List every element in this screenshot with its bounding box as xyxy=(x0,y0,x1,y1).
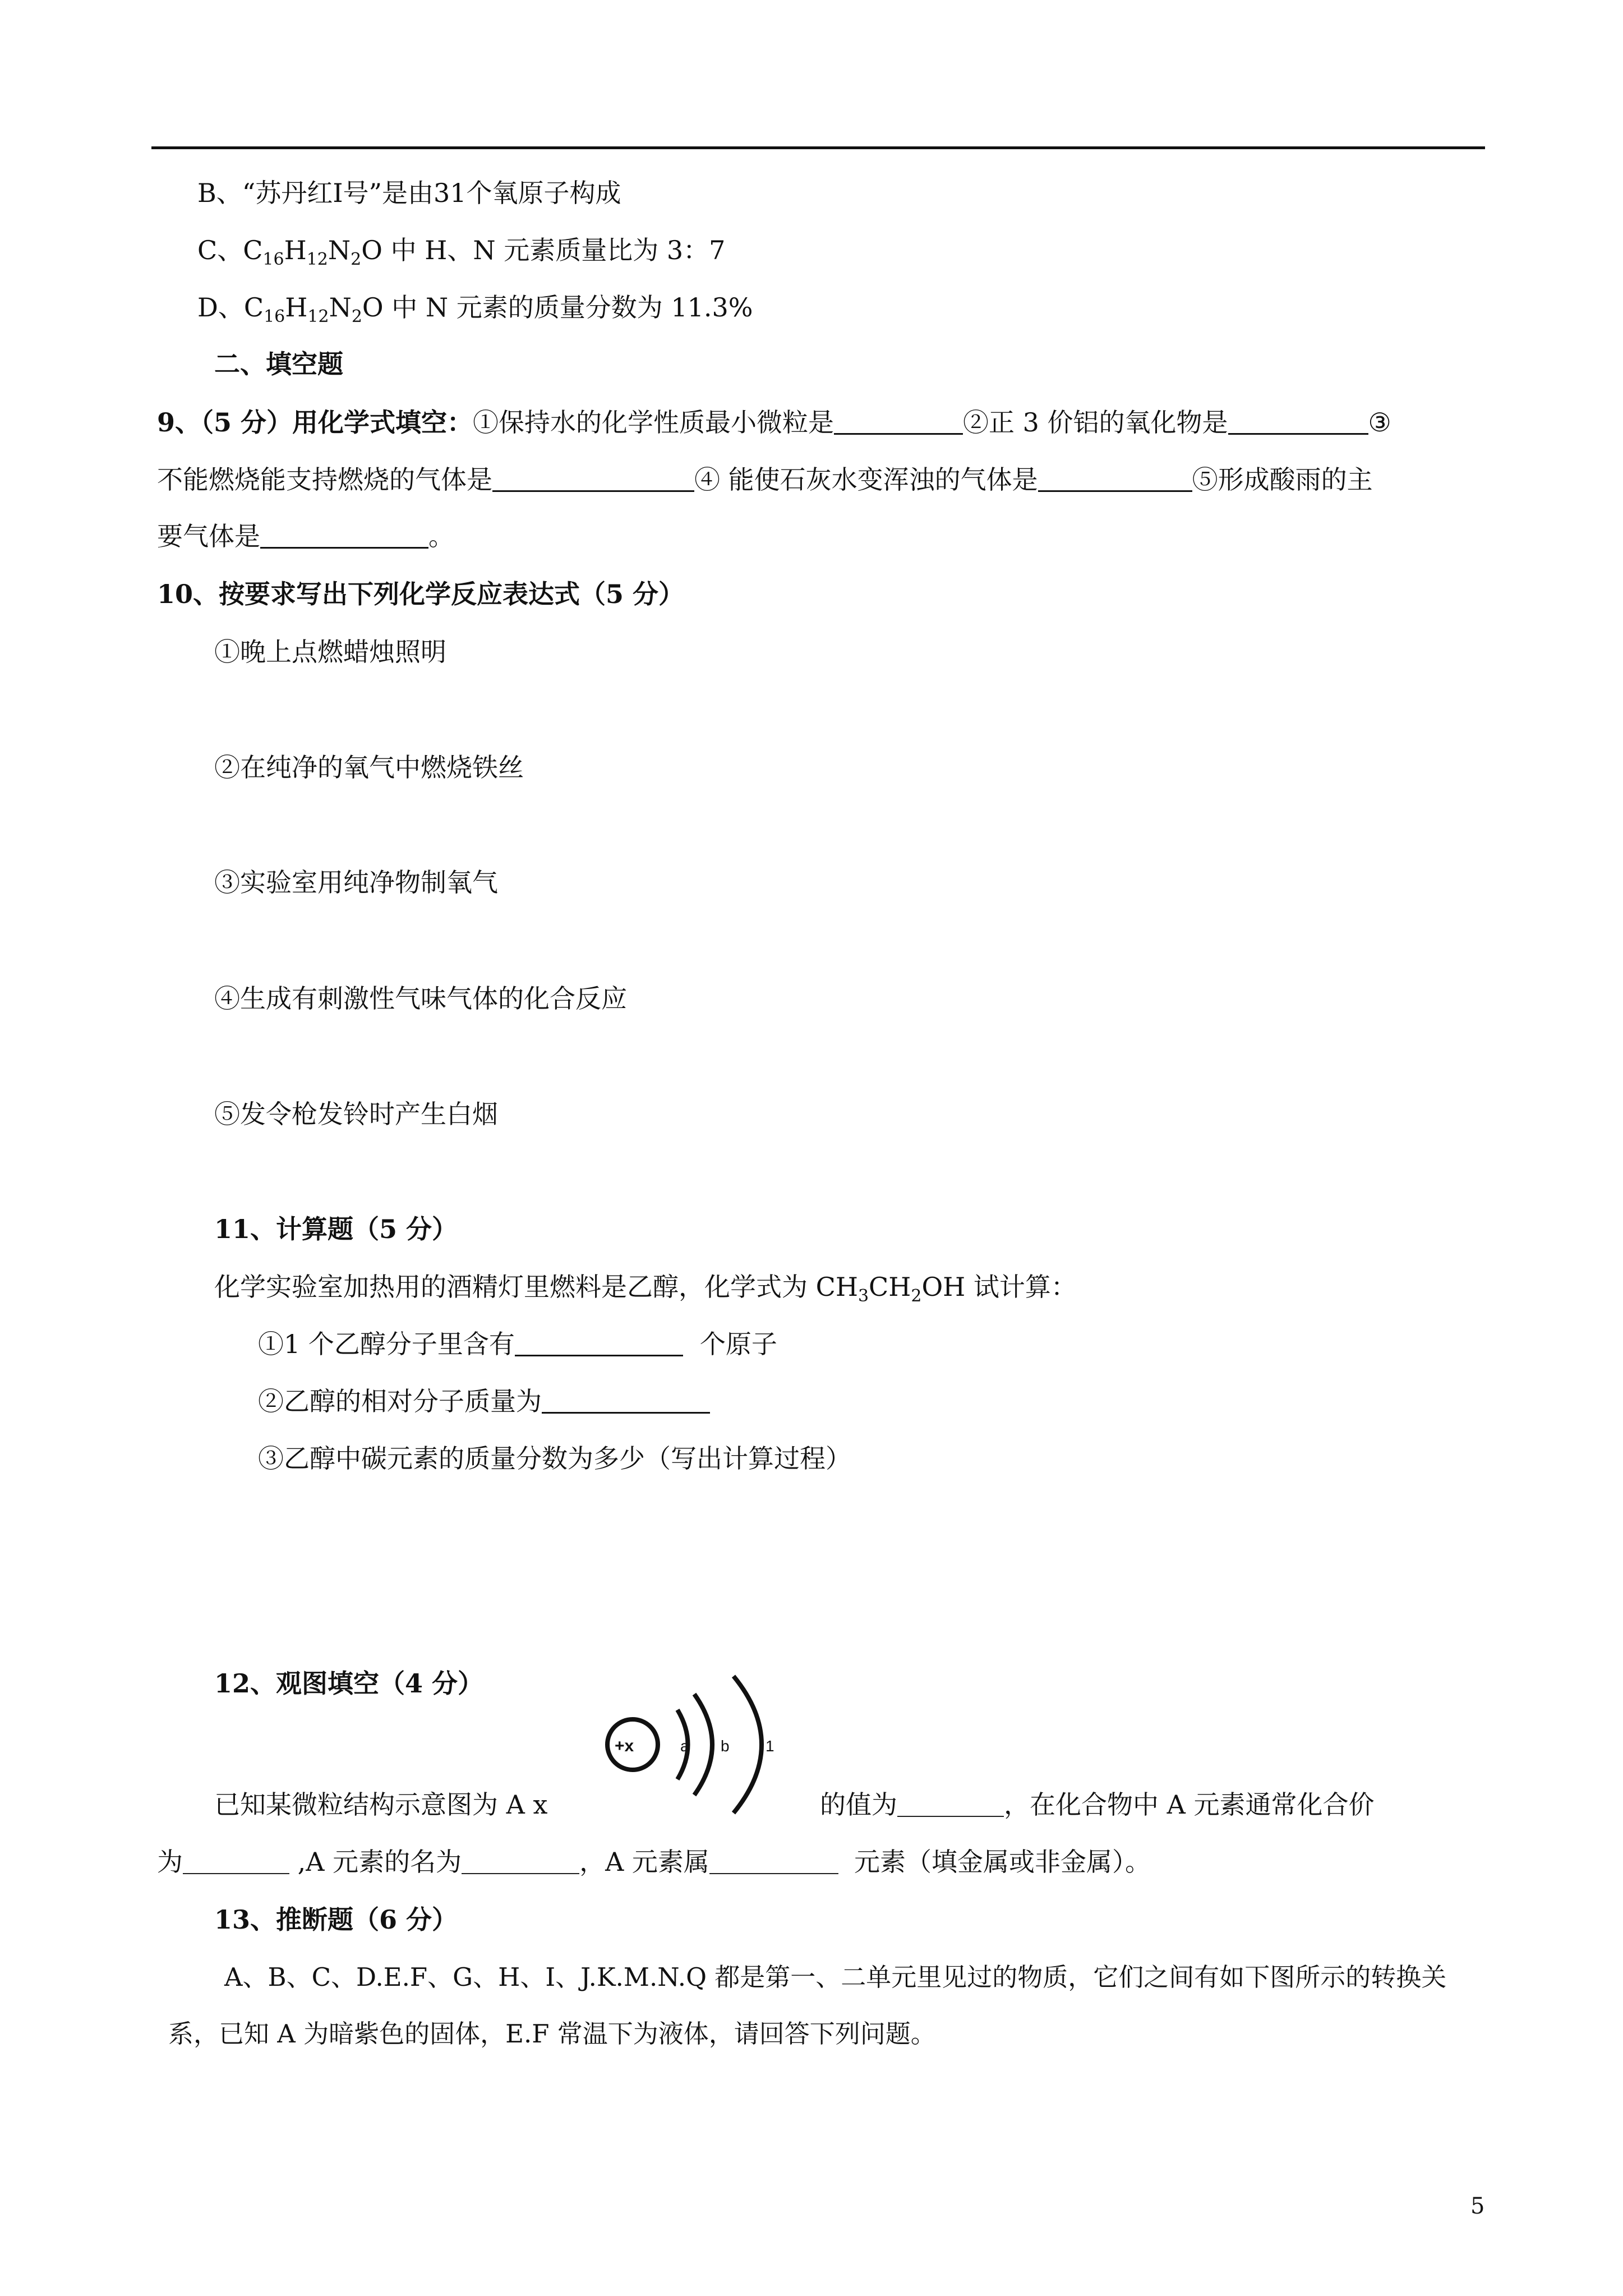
q11-sub-1: ①1 个乙醇分子里含有 个原子 xyxy=(258,1329,777,1359)
q10-heading: 10、按要求写出下列化学反应表达式（5 分） xyxy=(157,579,685,609)
q9-line1: 9、（5 分）用化学式填空：①保持水的化学性质最小微粒是 ②正 3 价铝的氧化物是 ③ xyxy=(157,407,1391,438)
q12-blank-name[interactable] xyxy=(462,1851,579,1874)
page-number: 5 xyxy=(1470,2193,1485,2219)
q12-text-right: 的值为 ，在化合物中 A 元素通常化合价 xyxy=(820,1789,1375,1820)
q10-item-4: ④生成有刺激性气味气体的化合反应 xyxy=(214,983,627,1014)
option-b: B、“苏丹红Ⅰ号”是由31个氧原子构成 xyxy=(197,178,621,208)
q9-line2: 不能燃烧能支持燃烧的气体是 ④ 能使石灰水变浑浊的气体是 ⑤形成酸雨的主 xyxy=(157,464,1373,495)
section-heading-fill-blank: 二、填空题 xyxy=(214,349,343,379)
q11-blank-mass[interactable] xyxy=(542,1389,710,1414)
q10-item-5: ⑤发令枪发铃时产生白烟 xyxy=(214,1099,498,1129)
q9-blank-4[interactable] xyxy=(1038,468,1192,492)
q10-item-1: ①晚上点燃蜡烛照明 xyxy=(214,637,446,667)
q12-blank-x[interactable] xyxy=(897,1793,1004,1817)
q9-blank-3[interactable] xyxy=(492,468,694,492)
q12-heading: 12、观图填空（4 分） xyxy=(214,1668,484,1699)
q12-line2: 为 ,A 元素的名为 ，A 元素属 元素（填金属或非金属）。 xyxy=(157,1847,1151,1877)
q11-heading: 11、计算题（5 分） xyxy=(214,1214,458,1244)
q12-blank-valence[interactable] xyxy=(183,1851,289,1874)
q13-text-line2: 系，已知 A 为暗紫色的固体，E.F 常温下为液体，请回答下列问题。 xyxy=(168,2019,936,2049)
q9-blank-1[interactable] xyxy=(834,411,963,435)
q9-blank-2[interactable] xyxy=(1228,411,1368,435)
q10-item-2: ②在纯净的氧气中燃烧铁丝 xyxy=(214,752,524,783)
header-rule xyxy=(151,146,1485,149)
option-d: D、$C_{16}H_{12}N_2O$ 中 N 元素的质量分数为 11.3% xyxy=(197,292,753,326)
q12-text-left: 已知某微粒结构示意图为 A x xyxy=(214,1789,548,1820)
q11-sub-2: ②乙醇的相对分子质量为 xyxy=(258,1384,710,1418)
q9-blank-5[interactable] xyxy=(260,524,428,549)
shell-label-b: b xyxy=(721,1737,730,1755)
option-c: C、$C_{16}H_{12}N_2O$ 中 H、N 元素质量比为 3：7 xyxy=(197,235,726,269)
q11-intro: 化学实验室加热用的酒精灯里燃料是乙醇，化学式为 $CH_3CH_2OH$ 试计算： xyxy=(214,1272,1077,1306)
q13-text-line1: A、B、C、D.E.F、G、H、I、J.K.M.N.Q 都是第一、二单元里见过的物质，它们之间有如下图所示的转换关 xyxy=(224,1962,1447,1992)
q10-item-3: ③实验室用纯净物制氧气 xyxy=(214,867,498,898)
q12-blank-type[interactable] xyxy=(709,1851,838,1874)
atom-structure-diagram xyxy=(583,1655,819,1846)
q9-line3: 要气体是 。 xyxy=(157,521,454,551)
nucleus-label: +x xyxy=(615,1737,634,1755)
q11-blank-atoms[interactable] xyxy=(515,1332,683,1356)
shell-label-1: 1 xyxy=(766,1737,774,1755)
q13-heading: 13、推断题（6 分） xyxy=(214,1904,458,1935)
shell-label-a: a xyxy=(680,1737,689,1755)
q11-sub-3: ③乙醇中碳元素的质量分数为多少（写出计算过程） xyxy=(258,1443,851,1474)
